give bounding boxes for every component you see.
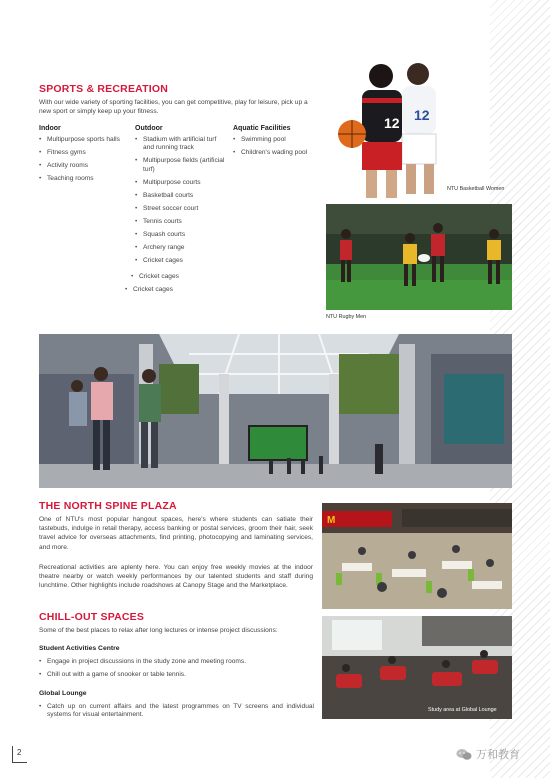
jersey-number: 12: [384, 115, 400, 131]
list-item: • Squash courts: [135, 231, 227, 239]
list-item: • Fitness gyms: [39, 149, 129, 157]
list-item: • Teaching rooms: [39, 175, 129, 183]
aquatic-heading: Aquatic Facilities: [233, 125, 291, 132]
global-lounge-subheading: Global Lounge: [39, 690, 87, 697]
outdoor-list-extra-1: [131, 273, 221, 286]
list-item: • Archery range: [135, 244, 227, 252]
basketball-caption: NTU Basketball Women: [447, 186, 505, 192]
list-item: • Stadium with artificial turf and running track: [135, 136, 227, 153]
rugby-photo: [326, 204, 512, 310]
outdoor-list: [135, 136, 227, 265]
outdoor-heading: Outdoor: [135, 125, 163, 132]
chill-title: CHILL-OUT SPACES: [39, 611, 145, 623]
list-item: • Catch up on current affairs and the latest programmes on TV screens and individual systems for visual entertainment.: [39, 703, 314, 720]
global-lounge-caption: Study area at Global Lounge: [428, 707, 497, 713]
plaza-paragraph-2: Recreational activities are aplenty here. You can enjoy free weekly movies at the indoor theatre nearby or watch weekly performances by our talented students and staff during lunchtime. Other highlights include roadshows at Canopy Stage and the Marketplace.: [39, 564, 313, 590]
chill-intro: Some of the best places to relax after long lectures or intense project discussions:: [39, 627, 278, 634]
aquatic-list: [233, 136, 315, 157]
sac-subheading: Student Activities Centre: [39, 645, 120, 652]
list-item: • Multipurpose sports halls: [39, 136, 129, 144]
indoor-heading: Indoor: [39, 125, 61, 132]
sports-title: SPORTS & RECREATION: [39, 83, 169, 95]
list-item: • Chill out with a game of snooker or table tennis.: [39, 671, 314, 679]
outdoor-list-extra-2: [125, 286, 215, 299]
list-item: • Children's wading pool: [233, 149, 315, 157]
restaurant-sign: M: [327, 515, 336, 526]
list-item: • Basketball courts: [135, 192, 227, 200]
plaza-title: THE NORTH SPINE PLAZA: [39, 500, 177, 512]
outdoor-column: [135, 125, 227, 270]
list-item: • Multipurpose fields (artificial turf): [135, 157, 227, 174]
north-spine-plaza-photo: [39, 334, 512, 488]
watermark: [456, 744, 540, 764]
global-lounge-photo: [322, 616, 512, 719]
list-item: • Activity rooms: [39, 162, 129, 170]
page-number: 2: [17, 748, 22, 757]
wechat-icon: [456, 748, 472, 761]
list-item: • Engage in project discussions in the study zone and meeting rooms.: [39, 658, 314, 666]
page-number-box: [12, 746, 27, 763]
jersey-number: 12: [414, 107, 430, 123]
list-item: • Cricket cages: [125, 286, 215, 294]
sports-intro: With our wide variety of sporting facilities, you can get competitive, play for leisure, pick up a new sport or simply keep up your fitness.: [39, 99, 308, 116]
food-court-photo: [322, 503, 512, 609]
aquatic-column: [233, 125, 315, 162]
rugby-caption: NTU Rugby Men: [326, 314, 367, 320]
global-lounge-list: [39, 703, 314, 724]
plaza-paragraph-1: One of NTU's most popular hangout spaces, here's where students can satiate their tastebuds, indulge in retail therapy, access banking or postal services, groom their hair, seek travel advice for overseas attachments, find printing, photocopying and laminating services, and more.: [39, 516, 313, 551]
indoor-list: [39, 136, 129, 183]
indoor-column: [39, 125, 129, 188]
list-item: • Multipurpose courts: [135, 179, 227, 187]
basketball-photo: [326, 50, 466, 200]
list-item: • Tennis courts: [135, 218, 227, 226]
sac-list: [39, 658, 314, 684]
list-item: • Street soccer court: [135, 205, 227, 213]
list-item: • Cricket cages: [131, 273, 221, 281]
watermark-text: 万和教育: [476, 749, 520, 761]
list-item: • Swimming pool: [233, 136, 315, 144]
list-item: • Cricket cages: [135, 257, 227, 265]
